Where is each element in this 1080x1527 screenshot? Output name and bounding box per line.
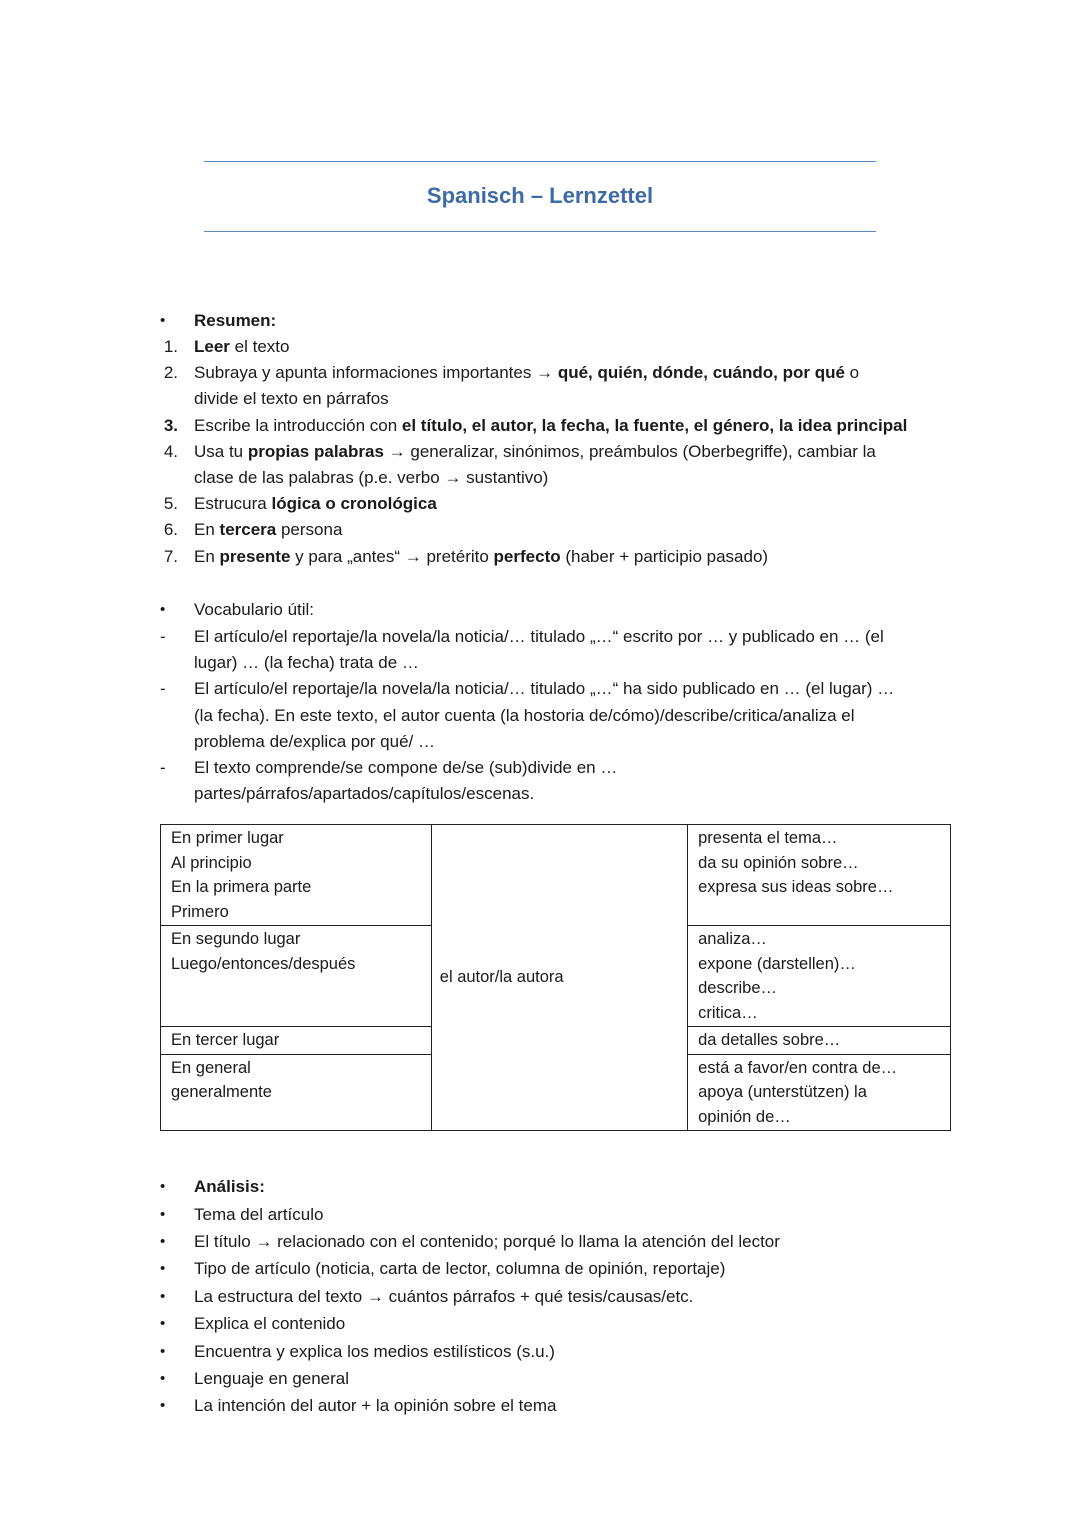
phrase-text: opinión de… xyxy=(698,1107,791,1126)
list-item-line xyxy=(194,465,548,491)
phrase-text: presenta el tema… xyxy=(698,829,838,847)
bullet-icon: • xyxy=(160,1397,166,1415)
text-segment: En xyxy=(194,520,220,540)
vocab-line: partes/párrafos/apartados/capítulos/escenas. xyxy=(194,784,535,804)
phrase-cell-right xyxy=(688,825,951,926)
bullet-icon: • xyxy=(160,312,166,329)
bullet-icon: • xyxy=(160,601,166,618)
text-segment: presente xyxy=(219,546,291,566)
page-title: Spanisch – Lernzettel xyxy=(426,183,654,208)
list-item-line xyxy=(194,334,289,360)
resumen-heading xyxy=(194,308,276,334)
analisis-item: Tipo de artículo (noticia, carta de lector, columna de opinión, reportaje) xyxy=(194,1259,726,1279)
analisis-heading-text: Análisis: xyxy=(194,1177,265,1196)
list-number: 3. xyxy=(163,415,178,435)
phrase-cell-left xyxy=(161,926,432,1027)
phrase-text: En tercer lugar xyxy=(171,1031,280,1049)
phrase-text: critica… xyxy=(698,1003,758,1022)
phrase-text: da su opinión sobre… xyxy=(698,853,859,872)
bullet-icon: • xyxy=(160,1205,166,1223)
analisis-item: La intención del autor + la opinión sobre el tema xyxy=(194,1396,557,1416)
phrase-cell-left xyxy=(161,825,432,926)
bullet-icon: • xyxy=(160,1287,166,1305)
bullet-icon: • xyxy=(160,1315,166,1333)
bullet-icon: • xyxy=(160,1232,166,1250)
vocab-line: lugar) … (la fecha) trata de … xyxy=(194,653,419,673)
list-number: 1. xyxy=(163,337,178,356)
dash-marker: - xyxy=(160,679,166,699)
phrase-text: expone (darstellen)… xyxy=(698,954,856,973)
analisis-item: Explica el contenido xyxy=(194,1314,346,1334)
text-segment: → generalizar, sinónimos, preámbulos (Oberbegriffe), cambiar la xyxy=(383,441,876,461)
resumen-heading-text: Resumen: xyxy=(194,311,277,330)
list-item-line xyxy=(194,491,437,517)
text-segment: propias palabras xyxy=(247,441,384,461)
phrase-text: En segundo lugar xyxy=(171,930,301,948)
phrase-text: expresa sus ideas sobre… xyxy=(698,878,894,896)
vocabulario-heading: Vocabulario útil: xyxy=(194,600,315,619)
list-number: 4. xyxy=(163,441,178,461)
text-segment: tercera xyxy=(219,520,277,540)
phrase-text: En general xyxy=(171,1058,251,1077)
list-number: 5. xyxy=(163,494,178,514)
list-item-line xyxy=(194,386,389,412)
text-segment: lógica o cronológica xyxy=(271,494,437,514)
text-segment: Escribe la introducción con xyxy=(194,415,402,435)
phrase-text: generalmente xyxy=(171,1083,272,1101)
phrase-table xyxy=(160,824,951,1131)
text-segment: o xyxy=(844,363,860,383)
text-segment: perfecto xyxy=(493,546,561,566)
vocab-line: El texto comprende/se compone de/se (sub)divide en … xyxy=(194,758,618,777)
analisis-item: La estructura del texto → cuántos párrafos + qué tesis/causas/etc. xyxy=(194,1286,694,1306)
phrase-cell-right xyxy=(688,1027,951,1055)
phrase-text: está a favor/en contra de… xyxy=(698,1058,898,1077)
subject-text: el autor/la autora xyxy=(439,968,564,987)
text-segment: clase de las palabras (p.e. verbo → sustantivo) xyxy=(194,468,549,487)
title-rule-bottom xyxy=(204,231,876,232)
text-segment: el título, el autor, la fecha, la fuente, el género, la idea principal xyxy=(401,415,908,435)
text-segment: divide el texto en párrafos xyxy=(194,389,389,409)
list-number: 7. xyxy=(163,546,178,566)
text-segment: y para „antes“ → pretérito xyxy=(290,546,494,566)
vocab-line: El artículo/el reportaje/la novela/la noticia/… titulado „…“ ha sido publicado en … (el lugar) … xyxy=(194,679,895,699)
list-item-line xyxy=(194,413,907,439)
text-segment: Estrucura xyxy=(194,494,272,514)
list-item-line xyxy=(194,360,859,386)
bullet-icon: • xyxy=(160,1260,166,1278)
list-item-line xyxy=(194,517,342,543)
text-segment: En xyxy=(194,546,220,566)
phrase-text: Luego/entonces/después xyxy=(171,954,356,973)
phrase-text: Al principio xyxy=(171,853,252,872)
dash-marker: - xyxy=(160,627,166,646)
phrase-text: analiza… xyxy=(698,930,767,948)
analisis-item: El título → relacionado con el contenido; porqué lo llama la atención del lector xyxy=(194,1231,780,1251)
phrase-text: Primero xyxy=(171,902,229,921)
vocab-line: El artículo/el reportaje/la novela/la noticia/… titulado „…“ escrito por … y publicado en … (el xyxy=(194,627,884,646)
text-segment: (haber + participio pasado) xyxy=(560,546,769,566)
list-number: 2. xyxy=(163,363,178,383)
bullet-icon: • xyxy=(160,1178,166,1195)
vocab-line: problema de/explica por qué/ … xyxy=(194,731,435,751)
phrase-cell-right xyxy=(688,1054,951,1131)
bullet-icon: • xyxy=(160,1369,166,1387)
phrase-text: da detalles sobre… xyxy=(698,1031,841,1049)
analisis-heading xyxy=(194,1174,265,1200)
phrase-cell-left xyxy=(161,1054,432,1131)
list-item-line xyxy=(194,544,768,570)
dash-marker: - xyxy=(160,758,166,777)
title-rule-top xyxy=(204,161,876,162)
bullet-icon: • xyxy=(160,1342,166,1360)
analisis-item: Encuentra y explica los medios estilísticos (s.u.) xyxy=(194,1341,555,1361)
list-item-line xyxy=(194,439,876,465)
phrase-cell-left xyxy=(161,1027,432,1055)
text-segment: qué, quién, dónde, cuándo, por qué xyxy=(557,363,845,383)
analisis-item: Lenguaje en general xyxy=(194,1368,350,1388)
phrase-text: En la primera parte xyxy=(171,878,312,896)
vocab-line: (la fecha). En este texto, el autor cuenta (la hostoria de/cómo)/describe/critica/analiza el xyxy=(194,705,855,725)
text-segment: Subraya y apunta informaciones importantes → xyxy=(194,363,558,383)
text-segment: Leer xyxy=(194,337,230,356)
list-number: 6. xyxy=(163,520,178,540)
text-segment: Usa tu xyxy=(194,441,248,461)
analisis-item: Tema del artículo xyxy=(194,1204,324,1224)
phrase-cell-right xyxy=(688,926,951,1027)
phrase-text: describe… xyxy=(698,979,777,997)
text-segment: el texto xyxy=(229,337,290,356)
phrase-cell-subject xyxy=(431,825,687,1131)
phrase-text: En primer lugar xyxy=(171,829,284,847)
phrase-text: apoya (unterstützen) la xyxy=(698,1083,867,1101)
text-segment: persona xyxy=(276,520,343,540)
